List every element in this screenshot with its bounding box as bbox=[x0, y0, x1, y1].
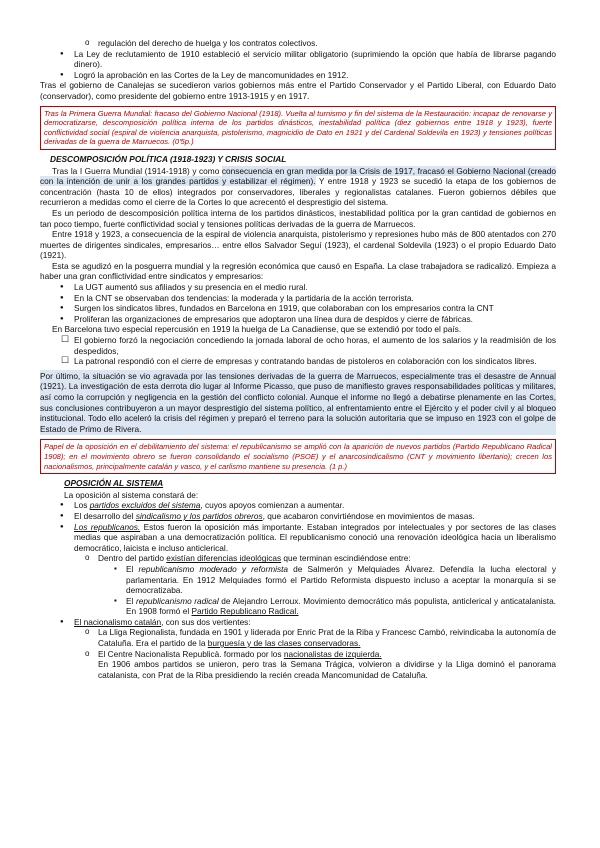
text: , cuyos apoyos comienzan a aumentar. bbox=[200, 500, 345, 511]
underlined-text: burguesía y de las clases conservadoras. bbox=[207, 638, 361, 649]
text: de Salmerón y Melquiades Álvarez. Defendía la lucha electoral y parlamentaria. En 1912 Melquiades formó el Partido Reformista dispuesto incluso a aceptar la monarquía si se democratizaba. bbox=[126, 563, 556, 596]
sec2-closing-paragraph: En 1906 ambos partidos se unieron, pero tras la Semana Trágica, volvieron a dividirse y la Lliga dominó el panorama catalanista, con Prat de la Riba presidiendo la recién creada Mancomunidad de Cataluña. bbox=[98, 659, 556, 680]
text: Los bbox=[74, 500, 90, 511]
list-item: ☐ La patronal respondió con el cierre de empresas y contratando bandas de pistoleros en colaboración con los sindicatos libres. bbox=[74, 356, 556, 367]
list-item: ● La UGT aumentó sus afiliados y su presencia en el medio rural. bbox=[74, 282, 556, 293]
summary-box-1: Tras la Primera Guerra Mundial: fracaso del Gobierno Nacional (1918). Vuelta al turnismo y fin del sistema de la Restauración: incapaz de renovarse y democratizarse, descomposición política interna de los partidos dinásticos, inestabilidad política (diez gobiernos entre 1918 y 1923), fuerte conflictividad social (espiral de violencia anarquista, pistolerismo, magnicidio de Dato en 1921 y del Cardenal Soldevila en 1923) y tensiones políticas derivadas de la guerra de Marruecos. (0'5p.) bbox=[40, 106, 556, 150]
underlined-text: Los republicanos. bbox=[74, 521, 141, 532]
underlined-text: Partido Republicano Radical. bbox=[191, 606, 299, 617]
sec1-highlight: consecuencia en gran medida por la Crisis de 1917, fracasó el Gobierno Nacional (creado con la intención de unir a los grandes partidos y estabilizar el régimen). bbox=[40, 165, 556, 187]
marruecos-paragraph: Por último, la situación se vio agravada por las tensiones derivadas de la guerra de Marruecos, especialmente tras el desastre de Annual (1921). La investigación de esta derrota dio lugar al Informe Picasso, que puso de manifiesto graves responsabilidades políticas y militares, así como la corrupción y negligencia en la gestión del conflicto colonial. Aunque el informe no llegó a debatirse plenamente en las Cortes, sus conclusiones contribuyeron a un mayor desprestigio del sistema político, al enfrentamiento entre el Ejército y el poder civil y al bloqueo institucional. Todo ello aceleró la crisis del régimen y preparó el terreno para la solución autoritaria que se impuso en 1923 con el golpe de Estado de Primo de Rivera. bbox=[40, 370, 556, 434]
sec1-paragraph-2: Es un periodo de descomposición política interna de los partidos dinásticos, inestabilidad política por la gran cantidad de gobiernos en tan poco tiempo, fuerte conflictividad social y tensiones políticas derivadas de la guerra de Marruecos. bbox=[40, 207, 556, 229]
marruecos-highlight-block bbox=[40, 370, 556, 436]
list-item-sindicalismo bbox=[74, 511, 556, 522]
text: El bbox=[126, 595, 136, 606]
sub-sub-item-moderado bbox=[126, 564, 556, 596]
sec1-paragraph-3: Entre 1918 y 1923, a consecuencia de la espiral de violencia anarquista, pistolerismo y represiones hubo más de 800 atentados con 270 muertes de dirigentes sindicales, empresarios… entre ellos Salvador Seguí (1923), el cardenal Soldevila (1923) o el propio Eduardo Dato (1921). bbox=[40, 229, 556, 261]
list-item: ● Proliferan las organizaciones de empresarios que adoptaron una línea dura de despidos y cierre de fábricas. bbox=[74, 314, 556, 325]
sec2-list bbox=[40, 500, 556, 659]
sec2-intro: La oposición al sistema constará de: bbox=[64, 489, 199, 500]
sec1-p1-start: Tras la I Guerra Mundial (1914-1918) y como bbox=[52, 165, 222, 176]
sec1-paragraph-5: En Barcelona tuvo especial repercusión en 1919 la huelga de La Canadiense, que se extendió por todo el país. bbox=[52, 324, 462, 335]
sec1-paragraph-4: Esta se agudizó en la posguerra mundial y la regresión económica que causó en España. La clase trabajadora se radicalizó. Empieza a haber una gran conflictividad entre sindicatos y empresarios: bbox=[40, 260, 556, 282]
text: La Lliga Regionalista, fundada en 1901 y liderada por Enric Prat de la Riba y Francesc Cambó, reivindicaba la autonomía de Cataluña. Era el partido de la bbox=[98, 627, 556, 649]
sub-item-diferencias bbox=[98, 553, 556, 564]
intro-sub-item: o regulación del derecho de huelga y los contratos colectivos. bbox=[98, 38, 556, 49]
sub-item-lliga bbox=[98, 627, 556, 648]
summary-box-2: Papel de la oposición en el debilitamiento del sistema: el republicanismo se amplió con la aparición de nuevos partidos (Partido Republicano Radical 1908); en el movimiento obrero se fueron consolidando el socialismo (PSOE) y el anarcosindicalismo (CNT y movimiento libertario); crecen los nacionalismos, principalmente catalán y vasco, y el carlismo mantiene su presencia. (1 p.) bbox=[40, 439, 556, 474]
italic-text: republicanismo radical bbox=[135, 595, 219, 606]
text: El desarrollo del bbox=[74, 510, 136, 521]
intro-list bbox=[40, 38, 556, 80]
text: , con sus dos vertientes: bbox=[161, 616, 251, 627]
list-item-republicanos bbox=[74, 522, 556, 554]
underlined-text: El nacionalismo catalán bbox=[74, 616, 162, 627]
list-item-nacionalismo bbox=[74, 617, 556, 628]
sec1-bullet-list bbox=[40, 282, 556, 324]
list-item: ● Surgen los sindicatos libres, fundados en Barcelona en 1919, que colaboraban con los empresarios contra la CNT bbox=[74, 303, 556, 314]
text: El bbox=[126, 563, 139, 574]
section-title-descomposicion: DESCOMPOSICIÓN POLÍTICA (1918-1923) Y CRISIS SOCIAL bbox=[50, 153, 287, 164]
intro-item-reclutamiento: ● La Ley de reclutamiento de 1910 estableció el servicio militar obligatorio (suprimiendo la opción que había de librarse pagando dinero). bbox=[74, 49, 556, 70]
sub-item-centre bbox=[98, 649, 556, 660]
underlined-text: partidos excluidos del sistema bbox=[89, 500, 201, 511]
sub-sub-item-radical bbox=[126, 596, 556, 617]
section-title-oposicion: OPOSICIÓN AL SISTEMA bbox=[64, 478, 164, 489]
text: que terminan escindiéndose entre: bbox=[281, 553, 411, 564]
text: de Alejandro Lerroux. Movimiento democrático más populista, anticlerical y anticatalanista. En 1908 formó el bbox=[126, 595, 556, 617]
sec1-p1-end: Y entre 1918 y 1923 se sucedió la etapa de los gobiernos de concentración (hasta 10 de ellos) integrados por conservadores, liberales y regionalistas catalanes. Fueron gobiernos débiles que recurrieron a medidas como el cierre de la Cortes lo que acrecentó el desprestigio del sistema. bbox=[40, 176, 556, 208]
text: Estos fueron la oposición más importante. Estaban integrados por intelectuales y por sectores de las clases medias que aspiraban a una democratización política. El republicanismo conoció una renovación ideológica hacia un liberalismo democrático, laicista e incluso anticlerical. bbox=[74, 521, 556, 553]
intro-item-mancomunidades: ● Logró la aprobación en las Cortes de la Ley de mancomunidades en 1912. bbox=[74, 70, 556, 81]
text: El Centre Nacionalista Republicà. formado por los bbox=[98, 648, 284, 659]
underlined-text: nacionalistas de izquierda. bbox=[283, 648, 382, 659]
underlined-text: sindicalismo y los partidos obreros bbox=[135, 510, 263, 521]
list-item-excluidos bbox=[74, 500, 556, 511]
list-item: ● En la CNT se observaban dos tendencias: la moderada y la partidaria de la acción terrorista. bbox=[74, 293, 556, 304]
sec1-check-list bbox=[40, 335, 556, 367]
underlined-text: existían diferencias ideológicas bbox=[166, 553, 282, 564]
text: , que acabaron convirtiéndose en movimientos de masas. bbox=[262, 510, 475, 521]
text: Dentro del partido bbox=[98, 553, 167, 564]
sec1-paragraph-1 bbox=[40, 166, 556, 208]
list-item: ☐ El gobierno forzó la negociación concediendo la jornada laboral de ocho horas, el aumento de los salarios y la readmisión de los despedidos, bbox=[74, 335, 556, 356]
intro-paragraph: Tras el gobierno de Canalejas se sucedieron varios gobiernos más entre el Partido Conservador y el Partido Liberal, con Eduardo Dato (conservador), como presidente del gobierno entre 1913-1915 y en 1917. bbox=[40, 80, 556, 101]
italic-text: republicanismo moderado y reformista bbox=[138, 563, 289, 574]
